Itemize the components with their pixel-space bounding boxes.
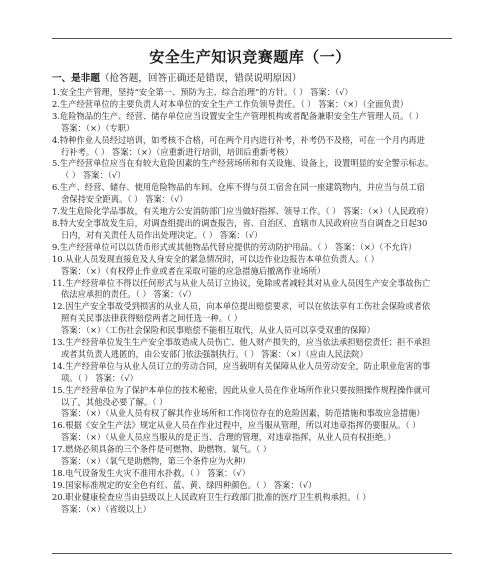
- question-text: 8.特大安全事故发生后，对调查组提出的调查报告，省、自治区、直辖市人民政府应当自调查之日起30: [52, 217, 428, 228]
- question-text: 7.发生危险化学品事故，有关地方公安消防部门应当做好指挥、领导工作。（ ） 答案：（×）（人民政府）: [52, 206, 434, 217]
- question-item: [52, 337, 452, 361]
- question-text: 19.国家标准规定的安全色有红、蓝、黄、绿四种颜色。（ ） 答案：（√）: [52, 479, 317, 490]
- question-item: [52, 420, 452, 444]
- question-item: [52, 254, 452, 278]
- question-item: [52, 135, 452, 159]
- question-continuation: 照有关民事法律获得赔偿两者之间任选一种。（ ）: [61, 313, 243, 324]
- question-text: 15.生产经营单位为了保护本单位的技术秘密，因此从业人员在作业场所作业只要按照操作规程操作就可: [52, 384, 431, 395]
- footer-rule: [52, 553, 452, 554]
- question-continuation: 答案：（×）（省级以上）: [61, 503, 151, 514]
- section-heading-label: 一、是非题: [52, 73, 100, 84]
- question-continuation: 行补考。（ ） 答案：（×）（应重新进行培训，培训后重新考核）: [61, 146, 294, 157]
- question-continuation: 舍保持安全距离。（ ） 答案：（√）: [61, 194, 188, 205]
- question-continuation: 答案：（×）（氧气是助燃物，第三个条件应为火种）: [61, 456, 251, 467]
- question-item: [52, 444, 452, 468]
- question-item: [52, 301, 452, 337]
- question-list: [52, 87, 452, 516]
- question-text: 1.安全生产管理，坚持“安全第一、预防为主、综合治理”的方针。（ ） 答案：（√）: [52, 87, 353, 97]
- question-item: [52, 361, 452, 385]
- question-item: [52, 480, 452, 492]
- question-continuation: 答案：（×）（从业人员应当服从的是正当、合理的管理，对违章指挥，从业人员有权拒绝。）: [61, 432, 396, 443]
- question-item: [52, 492, 452, 516]
- question-text: 2.生产经营单位的主要负责人对本单位的安全生产工作负领导责任。（ ） 答案：（×）（全面负责）: [52, 98, 409, 109]
- question-continuation: 答案：（×）（工伤社会保险和民事赔偿不能相互取代，从业人员可以享受双重的保障）: [61, 325, 375, 336]
- question-continuation: 日内，对有关责任人员作出处理决定。（ ） 答案：（√）: [61, 229, 263, 240]
- question-text: 5.生产经营单位应当在有较大危险因素的生产经营场所和有关设施、设备上，设置明显的安全警示标志。: [52, 158, 434, 169]
- question-text: 17.燃烧必须具备的三个条件是可燃物、助燃物、氧气。（ ）: [52, 444, 272, 455]
- question-continuation: 答案：（×）（有权停止作业或者在采取可能的应急措施后撤离作业场所）: [61, 265, 326, 276]
- question-continuation: 或者其负责人逃匿的，由公安部门依法强制执行。（ ） 答案：（×）（应由人民法院）: [61, 348, 368, 359]
- question-text: 10.从业人员发现直接危及人身安全的紧急情况时，可以边作业边报告本单位负责人。（ ）: [52, 253, 379, 264]
- question-item: [52, 99, 452, 111]
- question-item: [52, 242, 452, 254]
- question-item: [52, 278, 452, 302]
- question-item: [52, 182, 452, 206]
- question-item: [52, 385, 452, 421]
- question-continuation: 答案：（×）（专职）: [61, 122, 135, 133]
- question-continuation: 答案：（×）（从业人员有权了解其作业场所和工作岗位存在的危险因素，防范措施和事故应急措施）: [61, 408, 425, 419]
- question-item: [52, 206, 452, 218]
- header-rule: [52, 38, 452, 39]
- question-item: [52, 87, 452, 99]
- question-item: [52, 158, 452, 182]
- section-instruction: （抢答题，回答正确还是错误，错误说明原因）: [99, 73, 302, 84]
- question-item: [52, 218, 452, 242]
- question-text: 18.电气设备发生火灾不准用水扑救。（ ） 答案：（√）: [52, 468, 250, 478]
- question-text: 14.生产经营单位与从业人员订立的劳动合同，应当载明有关保障从业人员劳动安全，防止职业危害的事: [52, 360, 431, 371]
- question-text: 16.根据《安全生产法》规定从业人员在作业过程中，应当服从管理，所以对违章指挥仍要服从。（ ）: [52, 420, 421, 431]
- question-continuation: 项。（ ） 答案：（√）: [61, 372, 138, 383]
- question-continuation: 以了，其他没必要了解。（ ）: [61, 396, 168, 407]
- question-text: 3.危险物品的生产、经营、储存单位应当设置安全生产管理机构或者配备兼职安全生产管理人员。（ ）: [52, 110, 424, 121]
- section-heading: [52, 72, 462, 85]
- question-continuation: （ ） 答案：（√）: [61, 170, 126, 181]
- question-text: 6.生产、经营、储存、使用危险物品的车间、仓库不得与员工宿舍在同一座建筑物内，并应当与员工宿: [52, 182, 425, 193]
- question-text: 11.生产经营单位不得以任何形式与从业人员订立协议，免除或者减轻其对从业人员因生产安全事故伤亡: [52, 277, 431, 288]
- question-text: 12.因生产安全事故受到损害的从业人员，向本单位提出赔偿要求，可以在依法享有工伤社会保险或者依: [52, 301, 431, 312]
- question-text: 9.生产经营单位可以以货币形式或其他物品代替应提供的劳动防护用品。（ ） 答案：（×）（不允许）: [52, 241, 417, 252]
- question-item: [52, 111, 452, 135]
- question-text: 4.特种作业人员经过培训，如考核不合格，可在两个月内进行补考，补考仍不及格，可在一个月内再进: [52, 134, 425, 145]
- question-text: 20.职业健康检查应当由县级以上人民政府卫生行政部门批准的医疗卫生机构承担。（ ）: [52, 491, 371, 502]
- question-continuation: 依法应承担的责任。（ ） 答案：（√）: [61, 289, 197, 300]
- question-item: [52, 468, 452, 480]
- page-title: 安全生产知识竞赛题库（一）: [149, 48, 351, 66]
- question-text: 13.生产经营单位发生生产安全事故造成人员伤亡、他人财产损失的，应当依法承担赔偿责任；拒不承担: [52, 337, 431, 348]
